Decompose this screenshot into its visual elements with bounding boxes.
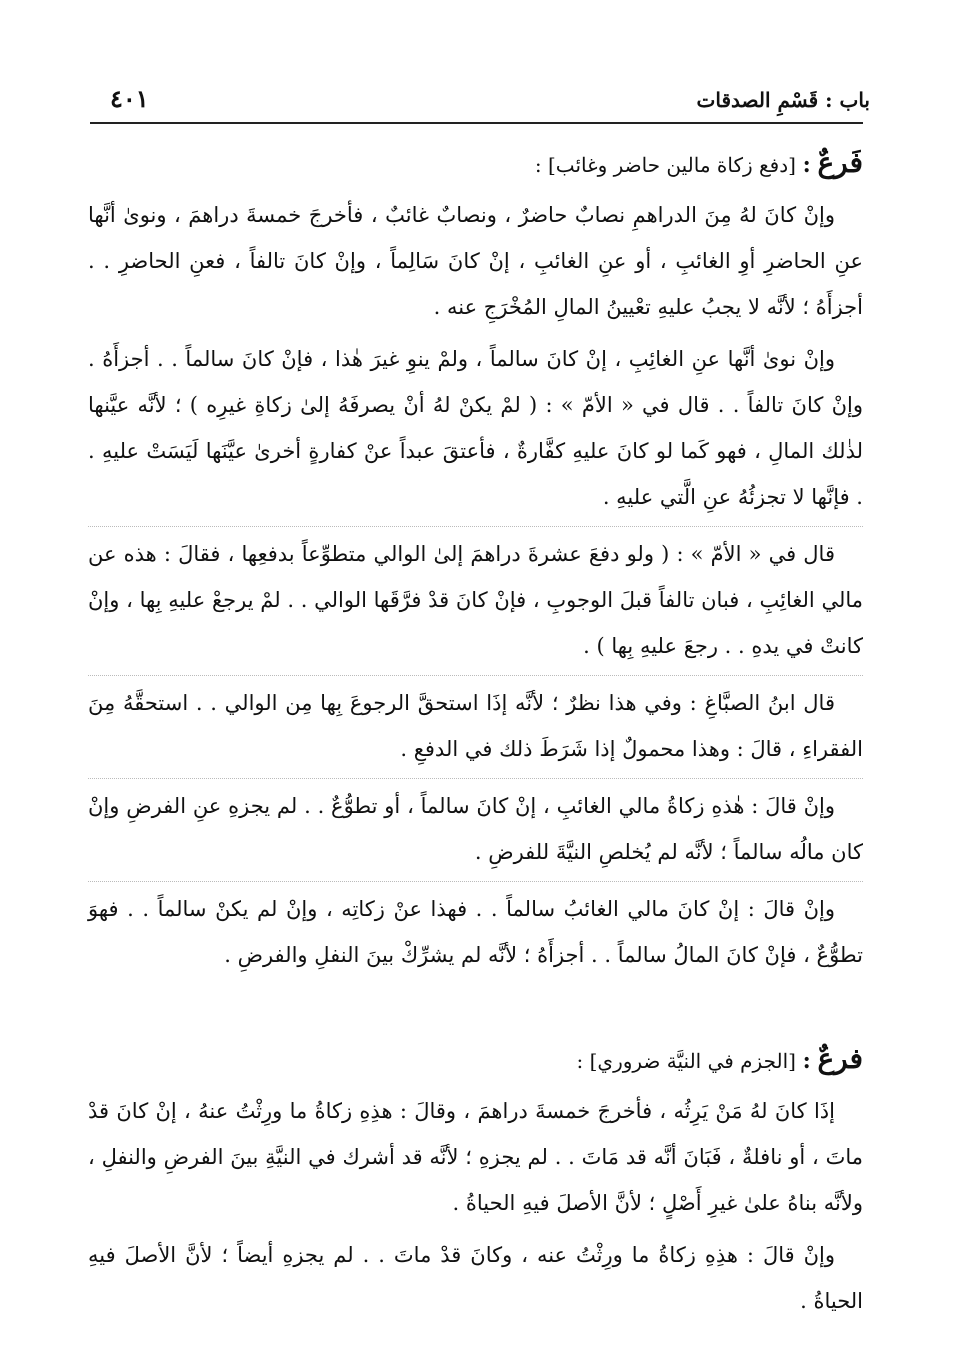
page-body [88, 140, 863, 1324]
branch-section-intention-certainty [88, 1036, 863, 1324]
header-rule [90, 122, 863, 124]
paragraph: إذَا كانَ لهُ مَنْ يَرِثُه ، فأخرجَ خمسةَ دراهمَ ، وقالَ : هذِهِ زكاةُ ما ورِثْتُ عنهُ ، إنْ كانَ قدْ ماتَ ، أو نافلةٌ ، فَبَانَ أنَّه قد مَاتَ . . لم يجزهِ ؛ لأنَّه قد أشرك في النيَّةِ بينَ الفرضِ والنفلِ ، ولأنَّه بناهُ علىٰ غيرِ أَصْلٍ ؛ لأنَّ الأصلَ فيهِ الحياةُ . [88, 1099, 863, 1215]
branch-label: فرعٌ [817, 1042, 863, 1075]
branch-colon: : [802, 1048, 811, 1074]
paragraph: وإنْ كانَ لهُ مِنَ الدراهمِ نصابٌ حاضرٌ ، ونصابٌ غائبٌ ، فأخرجَ خمسةَ دراهمَ ، ونوىٰ أنَّها عنِ الحاضرِ أوِ الغائبِ ، أو عنِ الغائبِ ، إنْ كانَ سَالِماً ، وإنْ كانَ تالفاً ، فعنِ الحاضرِ . . أجزأَهُ ؛ لأنَّه لا يجبُ عليهِ تعْيينُ المالِ المُخْرَجِ عنه . [88, 203, 863, 319]
branch-heading [88, 1036, 863, 1084]
paragraph: وإنْ قالَ : إنْ كانَ مالي الغائبُ سالماً . . فهذا عنْ زكاتِه ، وإنْ لم يكنْ سالماً . . فهوَ تطوُّعٌ ، فإنْ كانَ المالُ سالماً . . أجزأَهُ ؛ لأنَّه لم يشرِّكْ بينَ النفلِ والفرضِ . [88, 881, 863, 978]
branch-heading [88, 140, 863, 188]
running-header [110, 84, 870, 120]
branch-section-zakat-two-properties [88, 140, 863, 978]
branch-title: [دفع زكاة مالين حاضر وغائب] : [534, 153, 796, 177]
branch-colon: : [802, 152, 811, 178]
branch-label: فَرعٌ [817, 146, 863, 179]
paragraph: وإنْ قالَ : هذِهِ زكاةُ ما ورِثْتُ عنه ، وكانَ قدْ ماتَ . . لم يجزهِ أيضاً ؛ لأنَّ الأصلَ فيهِ الحياةُ . [88, 1243, 863, 1313]
paragraph: وإنْ نوىٰ أنَّها عنِ الغائِبِ ، إنْ كانَ سالماً ، ولمْ ينوِ غيرَ هٰذا ، فإنْ كانَ سالماً . . أجزأَهُ . وإنْ كانَ تالفاً . . قال في « الأمّ » : ( لمْ يكنْ لهُ أنْ يصرفَهُ إلىٰ زكاةِ غيرِه ) ؛ لأنَّه عيَّنها لذٰلك المالِ ، فهو كَما لو كانَ عليهِ كفَّارةٌ ، فأعتقَ عبداً عنْ كفارةٍ أخرىٰ عيَّنَها لَيَسَتْ عليهِ . . فإنَّها لا تجزئُهُ عنِ الَّتي عليهِ . [88, 347, 863, 509]
paragraph: وإنْ قالَ : هٰذهِ زكاةُ مالي الغائبِ ، إنْ كانَ سالماً ، أو تطوُّعٌ . . لم يجزهِ عنِ الفرضِ وإنْ كان مالُه سالماً ؛ لأنَّه لم يُخلصِ النيَّةَ للفرضِ . [88, 778, 863, 875]
paragraph: قال ابنُ الصبَّاغِ : وفي هذا نظرٌ ؛ لأنَّه إذَا استحقَّ الرجوعَ بِها مِن الوالي . . استحقَّهُ مِنَ الفقراءِ ، قالَ : وهذا محمولٌ إذا شَرَطَ ذلك في الدفعِ . [88, 675, 863, 772]
running-title: باب : قَسْمِ الصدقات [696, 88, 870, 112]
paragraph: قال في « الأمّ » : ( ولو دفعَ عشرةَ دراهمَ إلىٰ الوالي متطوِّعاً بدفعِها ، فقالَ : هذه عن مالي الغائِبِ ، فبان تالفاً قبلَ الوجوبِ ، فإنْ كانَ قدْ فرَّقَها الوالي . . لمْ يرجعْ عليهِ بِها ، وإنْ كانتْ في يدهِ . . رجعَ عليهِ بِها ) . [88, 526, 863, 669]
branch-title: [الجزم في النيَّة ضروري] : [576, 1049, 796, 1073]
page-number: ٤٠١ [110, 84, 149, 113]
